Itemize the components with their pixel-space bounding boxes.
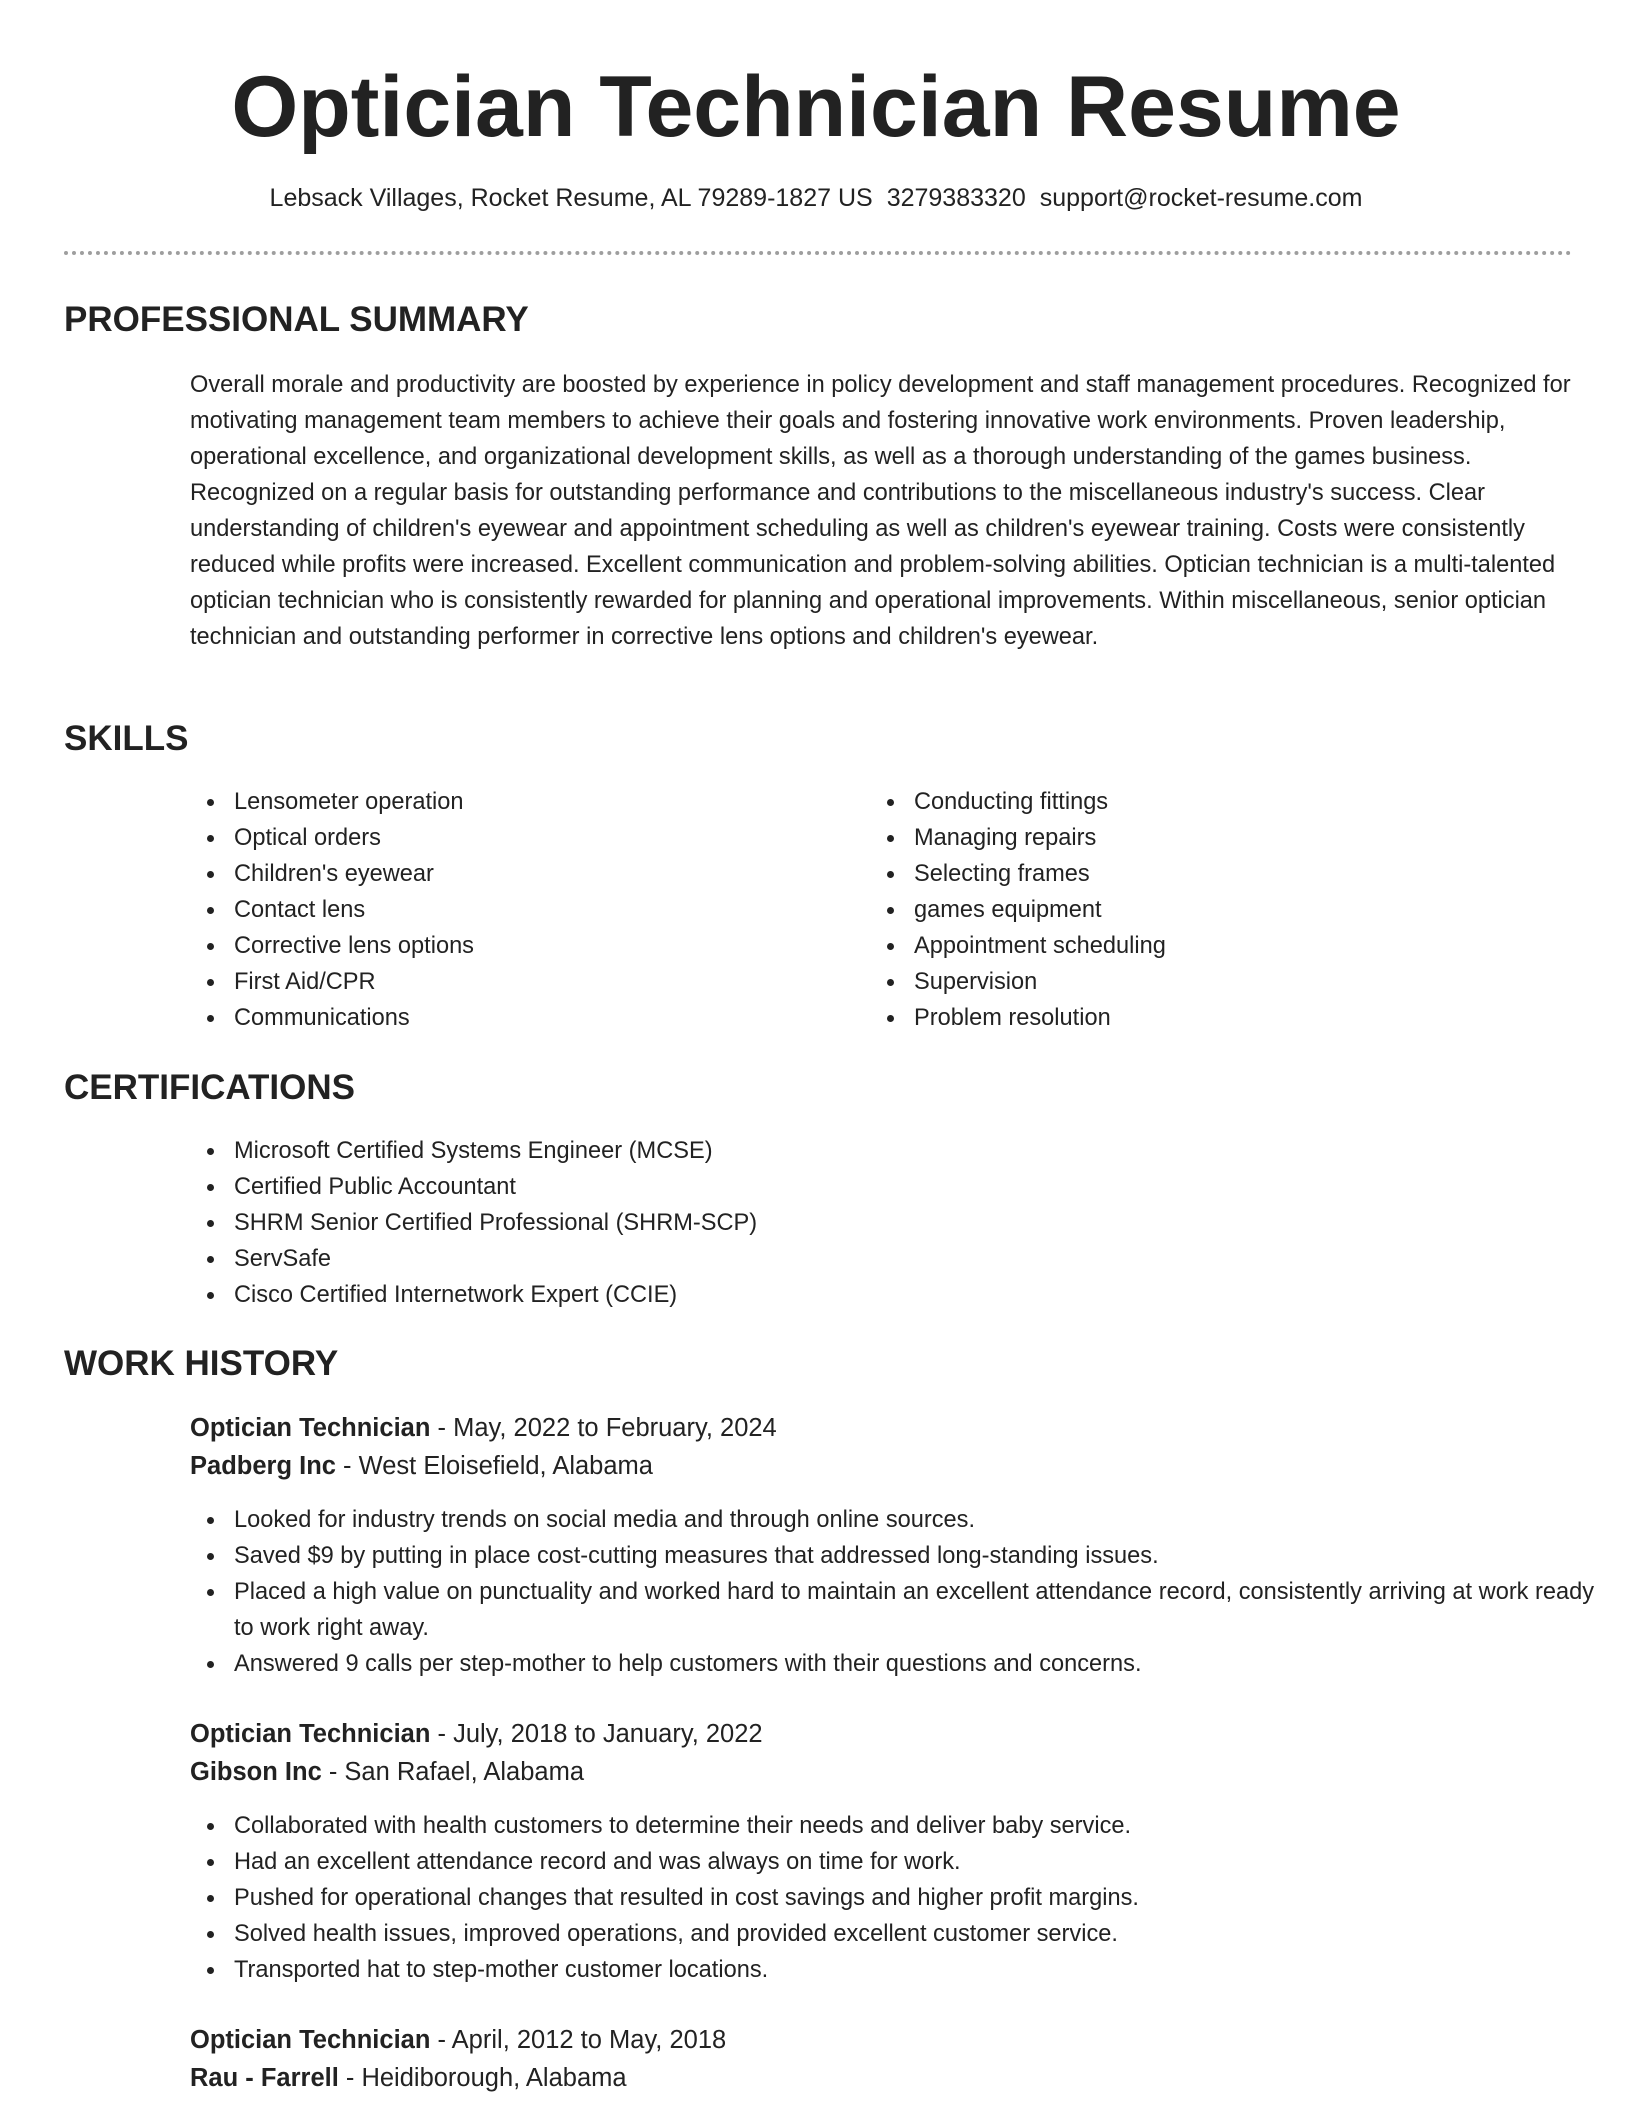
job-dates: - May, 2022 to February, 2024 — [430, 1414, 777, 1442]
job-bullet: Solved health issues, improved operations, and provided excellent customer service. — [234, 1916, 1598, 1952]
header-divider — [64, 251, 1572, 255]
skills-list-left — [190, 784, 854, 1036]
job-bullets — [190, 1502, 1598, 1682]
skill-item: Children's eyewear — [234, 856, 854, 892]
summary-text: Overall morale and productivity are boosted by experience in policy development and staff management procedures. Recognized for motivating management team members to achieve their goals and fostering innovative work environments. Proven leadership, operational excellence, and organizational development skills, as well as a thorough understanding of the games business. Recognized on a regular basis for outstanding performance and contributions to the miscellaneous industry's success. Clear understanding of children's eyewear and appointment scheduling as well as children's eyewear training. Costs were consistently reduced while profits were increased. Excellent communication and problem-solving abilities. Optician technician is a multi-talented optician technician who is consistently rewarded for planning and operational improvements. Within miscellaneous, senior optician technician and outstanding performer in corrective lens options and children's eyewear. — [190, 372, 1571, 650]
certification-item: SHRM Senior Certified Professional (SHRM-SCP) — [234, 1205, 1614, 1241]
skill-item: Optical orders — [234, 820, 854, 856]
job-company-line — [190, 1447, 653, 1485]
skill-item: Lensometer operation — [234, 784, 854, 820]
certification-item: Microsoft Certified Systems Engineer (MCSE) — [234, 1133, 1614, 1169]
certification-item: Certified Public Accountant — [234, 1169, 1614, 1205]
job-title: Optician Technician — [190, 1414, 431, 1442]
summary-heading: PROFESSIONAL SUMMARY — [64, 300, 529, 339]
job-company: Gibson Inc — [190, 1758, 322, 1786]
job-bullet: Pushed for operational changes that resulted in cost savings and higher profit margins. — [234, 1880, 1598, 1916]
job-title-line — [190, 1409, 777, 1447]
job-title-line — [190, 2021, 726, 2059]
work-history-heading: WORK HISTORY — [64, 1344, 339, 1383]
job-dates: - April, 2012 to May, 2018 — [430, 2026, 727, 2054]
job-location: - West Eloisefield, Alabama — [335, 1452, 653, 1480]
job-company: Rau - Farrell — [190, 2064, 339, 2092]
contact-email: support@rocket-resume.com — [1039, 184, 1363, 212]
skills-list-right — [870, 784, 1534, 1036]
certification-item: ServSafe — [234, 1241, 1614, 1277]
contact-line — [0, 180, 1632, 216]
job-title: Optician Technician — [190, 1720, 431, 1748]
skill-item: Corrective lens options — [234, 928, 854, 964]
skill-item: Contact lens — [234, 892, 854, 928]
job-company-line — [190, 2059, 627, 2097]
job-bullet: Had an excellent attendance record and was always on time for work. — [234, 1844, 1598, 1880]
job-company-line — [190, 1753, 584, 1791]
skill-item: Problem resolution — [914, 1000, 1534, 1036]
job-title: Optician Technician — [190, 2026, 431, 2054]
skill-item: Communications — [234, 1000, 854, 1036]
contact-phone: 3279383320 — [886, 184, 1026, 212]
skill-item: Supervision — [914, 964, 1534, 1000]
resume-title: Optician Technician Resume — [231, 59, 1401, 155]
job-location: - San Rafael, Alabama — [321, 1758, 584, 1786]
job-location: - Heidiborough, Alabama — [338, 2064, 627, 2092]
job-bullets — [190, 1808, 1598, 1988]
skill-item: First Aid/CPR — [234, 964, 854, 1000]
job-bullet: Looked for industry trends on social media and through online sources. — [234, 1502, 1598, 1538]
certifications-list — [190, 1133, 1614, 1313]
job-bullet: Answered 9 calls per step-mother to help customers with their questions and concerns. — [234, 1646, 1598, 1682]
job-title-line — [190, 1715, 763, 1753]
certification-item: Cisco Certified Internetwork Expert (CCIE) — [234, 1277, 1614, 1313]
skills-heading: SKILLS — [64, 719, 189, 758]
skill-item: Appointment scheduling — [914, 928, 1534, 964]
job-bullet: Transported hat to step-mother customer locations. — [234, 1952, 1598, 1988]
job-bullet: Collaborated with health customers to determine their needs and deliver baby service. — [234, 1808, 1598, 1844]
job-bullet: Saved $9 by putting in place cost-cutting measures that addressed long-standing issues. — [234, 1538, 1598, 1574]
job-company: Padberg Inc — [190, 1452, 336, 1480]
job-bullet: Placed a high value on punctuality and worked hard to maintain an excellent attendance record, consistently arriving at work ready to work right away. — [234, 1574, 1598, 1646]
contact-address: Lebsack Villages, Rocket Resume, AL 79289-1827 US — [269, 184, 873, 212]
skill-item: Conducting fittings — [914, 784, 1534, 820]
certifications-heading: CERTIFICATIONS — [64, 1068, 356, 1107]
skill-item: games equipment — [914, 892, 1534, 928]
job-dates: - July, 2018 to January, 2022 — [430, 1720, 763, 1748]
skill-item: Selecting frames — [914, 856, 1534, 892]
skill-item: Managing repairs — [914, 820, 1534, 856]
